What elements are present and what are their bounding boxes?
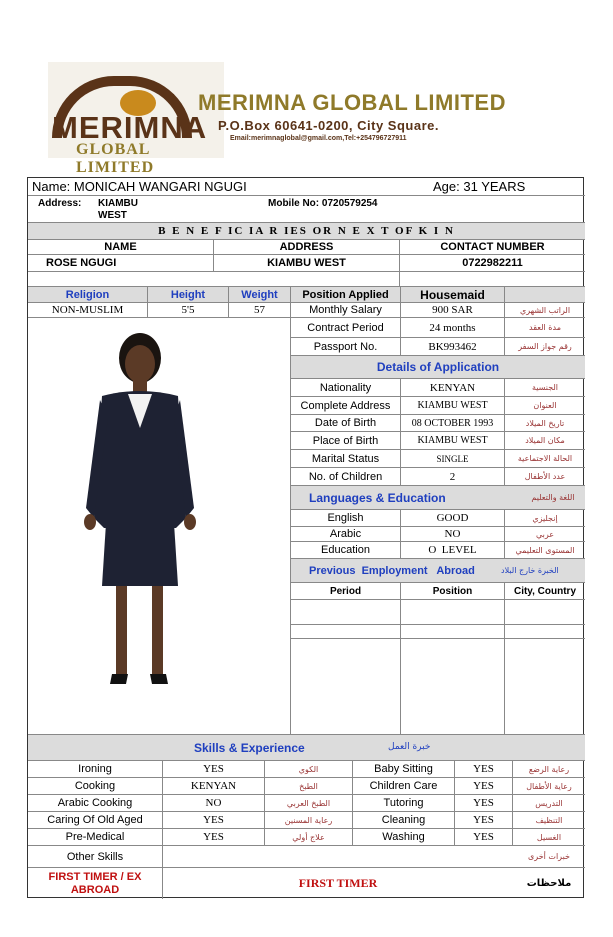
address-value-line1: KIAMBU [98,198,138,209]
employment-header: Previous Employment Abroad [291,559,501,583]
skill-left-value: NO [163,795,265,812]
other-skills-value [163,846,513,868]
skill-left-label: Caring Of Old Aged [28,812,163,829]
education-label: Education [291,542,401,559]
employment-cell [505,639,585,735]
education-ar: المستوى التعليمي [505,542,585,559]
remarks-ar: ملاحظات [526,878,572,889]
skill-right-ar: التنظيف [513,812,585,829]
skills-header-ar: خبرة العمل [388,742,431,752]
salary-ar: الراتب الشهري [505,303,585,318]
skill-right-value: YES [455,829,513,846]
address-value [98,198,138,222]
english-ar: إنجليزي [505,510,585,527]
pob-value: KIAMBU WEST [401,432,505,450]
beneficiary-col-address: ADDRESS [214,240,400,255]
children-value: 2 [401,468,505,486]
address-value-line2: WEST [98,210,127,221]
skill-right-ar: التدريس [513,795,585,812]
remarks-label: FIRST TIMER / EX ABROAD [28,868,163,899]
passport-value: BK993462 [401,338,505,356]
beneficiary-col-name: NAME [28,240,214,255]
application-header: Details of Application [291,356,585,379]
height-label: Height [148,287,229,303]
beneficiary-address: KIAMBU WEST [214,255,400,272]
religion-value: NON-MUSLIM [28,303,148,318]
skill-right-label: Baby Sitting [353,761,455,778]
skill-left-label: Cooking [28,778,163,795]
company-address: P.O.Box 60641-0200, City Square. [218,118,439,133]
employment-cell [505,625,585,639]
skill-right-label: Washing [353,829,455,846]
employment-cell [291,639,401,735]
height-value: 5'5 [148,303,229,318]
contract-value: 24 months [401,318,505,338]
skill-right-label: Tutoring [353,795,455,812]
salary-label: Monthly Salary [291,303,401,318]
skill-left-value: KENYAN [163,778,265,795]
skill-left-ar: الطبخ العربي [265,795,353,812]
beneficiary-contact: 0722982211 [400,255,585,272]
languages-header: Languages & Education [291,486,521,510]
skill-left-ar: علاج أولي [265,829,353,846]
logo-subwordmark: GLOBAL LIMITED [76,141,155,176]
skill-right-ar: رعاية الأطفال [513,778,585,795]
beneficiary-col-contact: CONTACT NUMBER [400,240,585,255]
skill-left-ar: الكوي [265,761,353,778]
complete-address-value: KIAMBU WEST [401,397,505,415]
english-label: English [291,510,401,527]
other-skills-label: Other Skills [28,846,163,868]
marital-ar: الحالة الاجتماعية [505,450,585,468]
contract-ar: مدة العقد [505,318,585,338]
employment-cell [401,639,505,735]
applicant-photo [28,318,291,735]
education-value: O LEVEL [401,542,505,559]
arabic-ar: عربي [505,527,585,542]
skills-header-row [28,735,585,761]
skill-left-ar: الطبخ [265,778,353,795]
applicant-age: Age: 31 YEARS [433,179,526,194]
company-letterhead [48,62,538,176]
skill-left-value: YES [163,829,265,846]
address-label: Address: [38,198,82,209]
skill-left-label: Pre-Medical [28,829,163,846]
skill-right-ar: رعاية الرضع [513,761,585,778]
skill-left-value: YES [163,761,265,778]
skill-right-value: YES [455,812,513,829]
company-contact: Email:merimnaglobal@gmail.com,Tel:+254796727911 [230,135,407,142]
position-label: Position Applied [291,287,401,303]
employment-col-period: Period [291,583,401,600]
weight-label: Weight [229,287,291,303]
blank-row-cell [400,272,585,287]
skill-right-label: Cleaning [353,812,455,829]
skill-right-label: Children Care [353,778,455,795]
passport-label: Passport No. [291,338,401,356]
beneficiary-header: B E N E F IC IA R IES OR N E X T OF K I N [28,223,585,240]
arabic-label: Arabic [291,527,401,542]
nationality-ar: الجنسية [505,379,585,397]
contract-label: Contract Period [291,318,401,338]
employment-col-country: City, Country [505,583,585,600]
skill-right-value: YES [455,761,513,778]
dob-value: 08 OCTOBER 1993 [401,415,505,432]
employment-col-position: Position [401,583,505,600]
employment-cell [401,625,505,639]
dob-label: Date of Birth [291,415,401,432]
passport-ar: رقم جواز السفر [505,338,585,356]
skills-header: Skills & Experience [194,741,305,755]
skill-left-ar: رعاية المسنين [265,812,353,829]
english-value: GOOD [401,510,505,527]
logo-wordmark: MERIMNA [52,110,208,145]
nationality-label: Nationality [291,379,401,397]
children-label: No. of Children [291,468,401,486]
skill-left-label: Arabic Cooking [28,795,163,812]
children-ar: عدد الأطفال [505,468,585,486]
position-value: Housemaid [401,287,505,303]
skill-right-value: YES [455,795,513,812]
marital-value: SINGLE [401,450,505,468]
complete-address-label: Complete Address [291,397,401,415]
marital-label: Marital Status [291,450,401,468]
application-form [27,177,584,898]
arabic-value: NO [401,527,505,542]
applicant-photo-illustration [28,318,290,734]
skill-right-ar: الغسيل [513,829,585,846]
skill-left-value: YES [163,812,265,829]
remarks-value: FIRST TIMER [298,876,378,890]
languages-header-ar: اللغة والتعليم [521,486,585,510]
employment-cell [291,625,401,639]
religion-label: Religion [28,287,148,303]
employment-header-ar: الخبرة خارج البلاد [501,559,585,583]
salary-value: 900 SAR [401,303,505,318]
applicant-name: Name: MONICAH WANGARI NGUGI [32,179,247,194]
pob-label: Place of Birth [291,432,401,450]
position-ar-cell [505,287,585,303]
mobile-number: Mobile No: 0720579254 [268,198,378,209]
pob-ar: مكان الميلاد [505,432,585,450]
weight-value: 57 [229,303,291,318]
beneficiary-name: ROSE NGUGI [28,255,214,272]
skill-right-value: YES [455,778,513,795]
nationality-value: KENYAN [401,379,505,397]
employment-cell [505,600,585,625]
blank-row [28,272,400,287]
employment-cell [401,600,505,625]
other-skills-ar: خبرات أخرى [513,846,585,868]
skill-left-label: Ironing [28,761,163,778]
employment-cell [291,600,401,625]
dob-ar: تاريخ الميلاد [505,415,585,432]
complete-address-ar: العنوان [505,397,585,415]
company-name: MERIMNA GLOBAL LIMITED [198,90,506,115]
